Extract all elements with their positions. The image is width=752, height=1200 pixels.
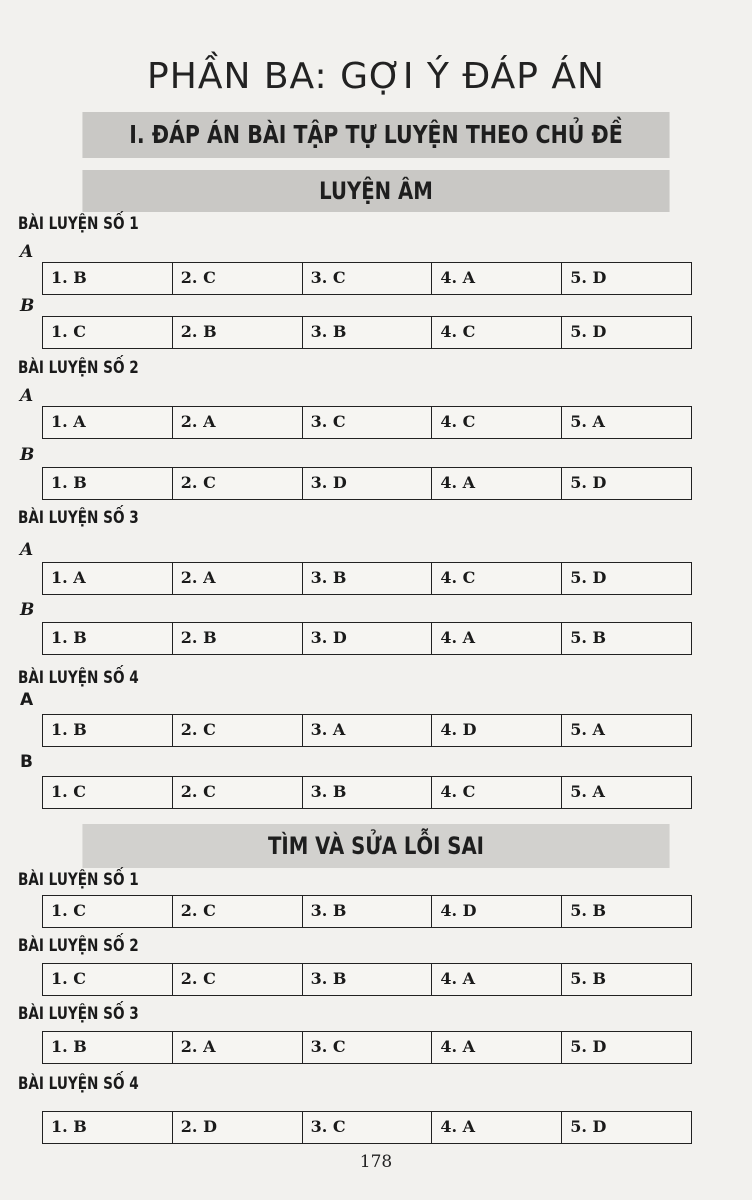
exercise-heading: BÀI LUYỆN SỐ 1	[18, 870, 139, 890]
answer-table	[42, 562, 692, 595]
answer-table	[42, 895, 692, 928]
answer-cell: 2. C	[172, 896, 302, 927]
answer-cell: 4. A	[431, 468, 561, 499]
answer-cell: 3. C	[302, 1032, 432, 1063]
answer-cell: 5. D	[561, 263, 691, 294]
answer-cell: 2. C	[172, 777, 302, 808]
answer-cell: 4. D	[431, 715, 561, 746]
answer-cell: 2. C	[172, 468, 302, 499]
answer-cell: 1. C	[51, 782, 87, 801]
answer-cell: 1. B	[51, 268, 87, 287]
answer-cell: 5. B	[561, 896, 691, 927]
answer-cell: 1. C	[51, 322, 87, 341]
answer-cell: 3. B	[302, 964, 432, 995]
group-label: A	[20, 690, 34, 710]
answer-table	[42, 467, 692, 500]
answer-table	[42, 262, 692, 295]
group-label: B	[20, 445, 35, 465]
answer-table	[42, 1031, 692, 1064]
answer-cell: 3. C	[302, 263, 432, 294]
answer-cell: 4. A	[431, 1032, 561, 1063]
answer-cell: 3. D	[302, 623, 432, 654]
answer-cell: 4. C	[431, 407, 561, 438]
answer-table	[42, 714, 692, 747]
answer-cell: 2. D	[172, 1112, 302, 1143]
answer-cell: 1. B	[51, 473, 87, 492]
answer-cell: 3. B	[302, 777, 432, 808]
answer-table	[42, 622, 692, 655]
page-number: 178	[359, 1152, 393, 1172]
answer-cell: 3. A	[302, 715, 432, 746]
answer-cell: 5. A	[561, 407, 691, 438]
answer-cell: 5. B	[561, 623, 691, 654]
answer-cell: 2. A	[172, 1032, 302, 1063]
answer-table	[42, 963, 692, 996]
group-label: B	[20, 600, 35, 620]
answer-cell: 3. D	[302, 468, 432, 499]
exercise-heading: BÀI LUYỆN SỐ 3	[18, 508, 139, 528]
answer-cell: 2. C	[172, 964, 302, 995]
answer-cell: 5. D	[561, 1112, 691, 1143]
answer-cell: 5. A	[561, 777, 691, 808]
answer-cell: 3. C	[302, 1112, 432, 1143]
answer-cell: 5. B	[561, 964, 691, 995]
exercise-heading: BÀI LUYỆN SỐ 1	[18, 214, 139, 234]
answer-cell: 4. C	[431, 563, 561, 594]
answer-cell: 4. A	[431, 1112, 561, 1143]
answer-cell: 4. C	[431, 777, 561, 808]
answer-cell: 5. D	[561, 563, 691, 594]
group-label: A	[20, 540, 34, 560]
answer-cell: 5. A	[561, 715, 691, 746]
exercise-heading: BÀI LUYỆN SỐ 3	[18, 1004, 139, 1024]
page-title: PHẦN BA: GỢI Ý ĐÁP ÁN	[147, 56, 605, 97]
group-label: B	[20, 752, 33, 772]
answer-cell: 3. B	[302, 563, 432, 594]
answer-cell: 3. B	[302, 317, 432, 348]
answer-cell: 1. A	[51, 568, 86, 587]
answer-cell: 4. D	[431, 896, 561, 927]
answer-cell: 4. C	[431, 317, 561, 348]
answer-cell: 2. C	[172, 263, 302, 294]
answer-cell: 1. C	[51, 901, 87, 920]
group-label: A	[20, 242, 34, 262]
answer-cell: 4. A	[431, 623, 561, 654]
answer-cell: 4. A	[431, 263, 561, 294]
answer-table	[42, 406, 692, 439]
answer-table	[42, 1111, 692, 1144]
exercise-heading: BÀI LUYỆN SỐ 2	[18, 358, 139, 378]
exercise-heading: BÀI LUYỆN SỐ 4	[18, 668, 139, 688]
answer-cell: 3. C	[302, 407, 432, 438]
answer-table	[42, 316, 692, 349]
section-heading: I. ĐÁP ÁN BÀI TẬP TỰ LUYỆN THEO CHỦ ĐỀ	[82, 112, 669, 158]
answer-cell: 5. D	[561, 317, 691, 348]
answer-cell: 1. B	[51, 628, 87, 647]
answer-cell: 2. A	[172, 407, 302, 438]
answer-cell: 1. B	[51, 1117, 87, 1136]
answer-table	[42, 776, 692, 809]
answer-cell: 2. A	[172, 563, 302, 594]
answer-cell: 3. B	[302, 896, 432, 927]
group-label: B	[20, 296, 35, 316]
exercise-heading: BÀI LUYỆN SỐ 4	[18, 1074, 139, 1094]
answer-cell: 1. C	[51, 969, 87, 988]
subsection-heading-luyen-am: LUYỆN ÂM	[82, 170, 669, 212]
answer-cell: 5. D	[561, 468, 691, 499]
group-label: A	[20, 386, 34, 406]
answer-cell: 5. D	[561, 1032, 691, 1063]
answer-cell: 2. B	[172, 317, 302, 348]
answer-cell: 4. A	[431, 964, 561, 995]
answer-cell: 2. B	[172, 623, 302, 654]
subsection-heading-tim-sua-loi: TÌM VÀ SỬA LỖI SAI	[82, 824, 669, 868]
answer-cell: 1. B	[51, 1037, 87, 1056]
exercise-heading: BÀI LUYỆN SỐ 2	[18, 936, 139, 956]
answer-cell: 1. A	[51, 412, 86, 431]
answer-cell: 2. C	[172, 715, 302, 746]
answer-cell: 1. B	[51, 720, 87, 739]
